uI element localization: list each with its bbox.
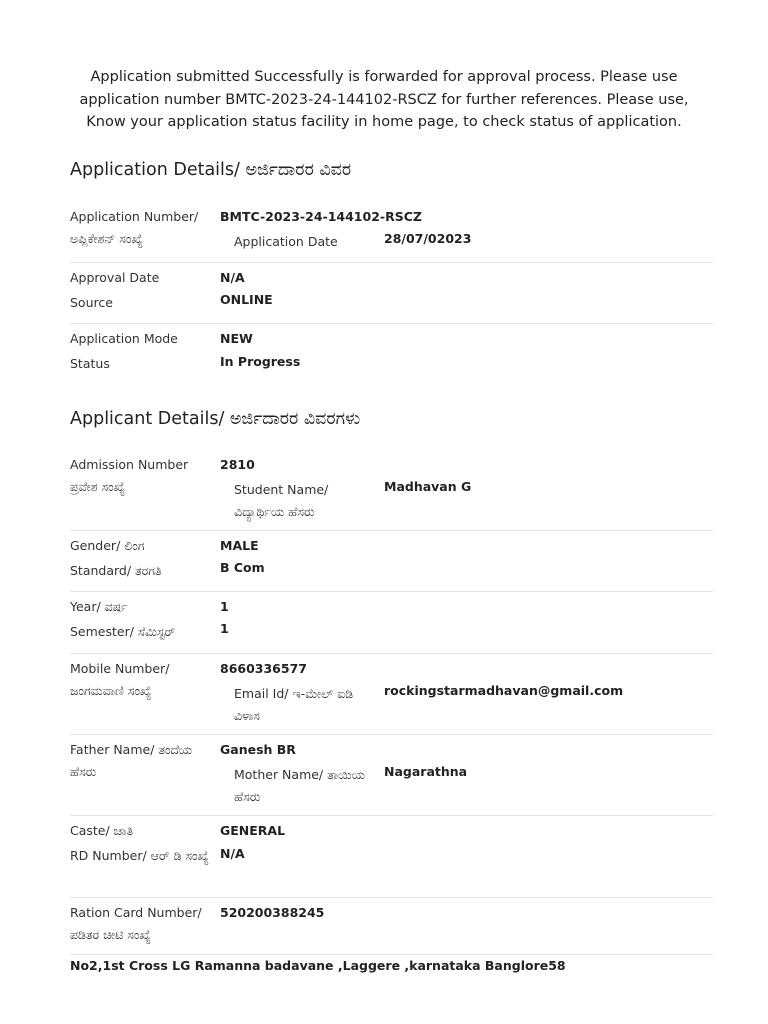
caste-label: Caste/ ಜಾತಿ	[70, 823, 134, 838]
status-label: Status	[70, 356, 110, 371]
mobile-number-value: 8660336577	[220, 661, 307, 676]
application-mode-value: NEW	[220, 331, 253, 346]
student-name-value: Madhavan G	[384, 479, 472, 494]
application-number-value: BMTC-2023-24-144102-RSCZ	[220, 209, 422, 224]
address: No2,1st Cross LG Ramanna badavane ,Laggere ,karnataka Banglore58	[70, 958, 566, 973]
year-label: Year/ ವರ್ಷ	[70, 599, 128, 614]
rd-number-label: RD Number/ ಆರ್ ಡಿ ಸಂಖ್ಯೆ	[70, 848, 209, 863]
application-details-table	[70, 205, 713, 384]
application-date-value: 28/07/02023	[384, 231, 472, 246]
applicant-details-heading: Applicant Details/ ಅರ್ಜಿದಾರರ ವಿವರಗಳು	[70, 409, 361, 429]
semester-value: 1	[220, 621, 229, 636]
table-row	[70, 592, 713, 654]
table-row	[70, 324, 713, 384]
mother-name-label: Mother Name/ ತಾಯಿಯ ಹೆಸರು	[234, 767, 365, 804]
status-value: In Progress	[220, 354, 301, 369]
table-row	[70, 531, 713, 592]
source-label: Source	[70, 295, 113, 310]
email-value: rockingstarmadhavan@gmail.com	[384, 683, 624, 698]
table-row	[70, 735, 713, 816]
admission-number-value: 2810	[220, 457, 255, 472]
table-row	[70, 263, 713, 324]
application-date-label: Application Date	[234, 234, 338, 249]
ration-card-label: Ration Card Number/ ಪಡಿತರ ಚೀಟಿ ಸಂಖ್ಯೆ	[70, 905, 202, 942]
gender-label: Gender/ ಲಿಂಗ	[70, 538, 145, 553]
applicant-details-table	[70, 453, 713, 955]
standard-value: B Com	[220, 560, 265, 575]
gender-value: MALE	[220, 538, 259, 553]
application-details-heading: Application Details/ ಅರ್ಜಿದಾರರ ವಿವರ	[70, 160, 352, 180]
caste-value: GENERAL	[220, 823, 286, 838]
mother-name-value: Nagarathna	[384, 764, 468, 779]
father-name-label: Father Name/ ತಂದೆಯ ಹೆಸರು	[70, 742, 193, 779]
ration-card-value: 520200388245	[220, 905, 325, 920]
approval-date-label: Approval Date	[70, 270, 160, 285]
rd-number-value: N/A	[220, 846, 245, 861]
table-row	[70, 654, 713, 735]
mobile-number-label: Mobile Number/ ಜಂಗಮವಾಣಿ ಸಂಖ್ಯೆ	[70, 661, 170, 698]
father-name-value: Ganesh BR	[220, 742, 296, 757]
submission-notice: Application submitted Successfully is forwarded for approval process. Please use application number BMTC-2023-24-144102-RSCZ for further references. Please use, Know your application status facility in home page, to check status of application.	[79, 69, 689, 130]
semester-label: Semester/ ಸೆಮಿಸ್ಟರ್	[70, 624, 176, 639]
email-label: Email Id/ ಇ-ಮೇಲ್ ಐಡಿ ವಿಳಾಸ	[234, 686, 354, 723]
approval-date-value: N/A	[220, 270, 245, 285]
source-value: ONLINE	[220, 292, 273, 307]
year-value: 1	[220, 599, 229, 614]
admission-number-label: Admission Number ಪ್ರವೇಶ ಸಂಖ್ಯೆ	[70, 457, 189, 494]
table-row	[70, 453, 713, 531]
table-row	[70, 205, 713, 263]
table-row	[70, 816, 713, 898]
student-name-label: Student Name/ ವಿದ್ಯಾರ್ಥಿಯ ಹೆಸರು	[234, 482, 329, 519]
table-row	[70, 898, 713, 955]
application-number-label: Application Number/ ಅಪ್ಲಿಕೇಶನ್ ಸಂಖ್ಯೆ	[70, 209, 199, 246]
application-mode-label: Application Mode	[70, 331, 178, 346]
standard-label: Standard/ ತರಗತಿ	[70, 563, 162, 578]
